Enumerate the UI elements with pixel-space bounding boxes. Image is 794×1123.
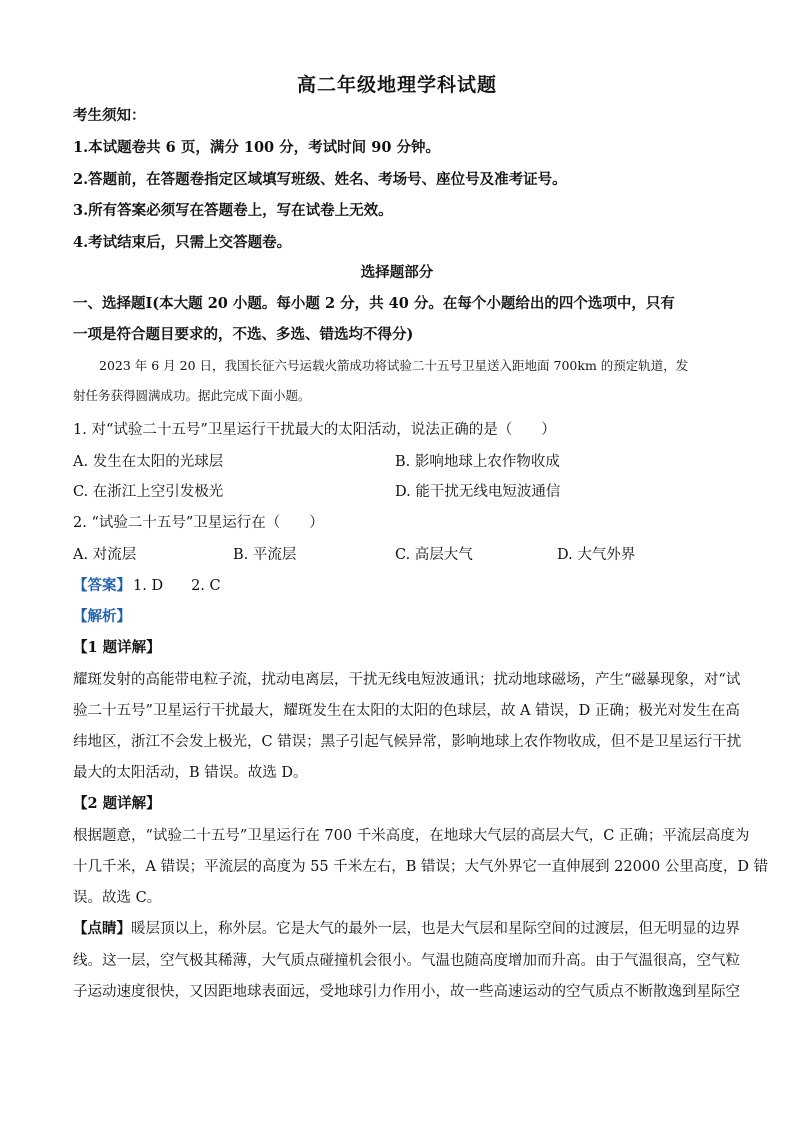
notice-item-3: 3.所有答案必须写在答题卷上，写在试卷上无效。 — [73, 202, 393, 219]
notice-item-1: 1.本试题卷共 6 页，满分 100 分，考试时间 90 分钟。 — [73, 139, 440, 156]
detail-1-line-2: 验二十五号”卫星运行干扰最大，耀斑发生在太阳的太阳的色球层，故 A 错误，D 正确；极光对发生在高 — [73, 703, 740, 719]
page-title: 高二年级地理学科试题 — [296, 74, 497, 96]
q1-option-c: C. 在浙江上空引发极光 — [73, 484, 224, 500]
part1-instructions-line2: 一项是符合题目要求的，不选、多选、错选均不得分) — [73, 326, 414, 343]
passage-line1: 2023 年 6 月 20 日，我国长征六号运载火箭成功将试验二十五号卫星送入距地面 700km 的预定轨道，发 — [99, 358, 689, 373]
tip-line-1 — [73, 919, 740, 939]
notice-item-4: 4.考试结束后，只需上交答题卷。 — [73, 234, 292, 251]
q2-option-b: B. 平流层 — [233, 547, 297, 563]
detail-1-line-1: 耀斑发射的高能带电粒子流，扰动电离层，干扰无线电短波通讯；扰动地球磁场，产生“磁暴现象，对“试 — [73, 672, 741, 688]
tip-first-text: 暖层顶以上，称外层。它是大气的最外一层，也是大气层和星际空间的过渡层，但无明显的边界 — [131, 921, 740, 937]
q2-option-a: A. 对流层 — [73, 547, 137, 563]
analysis-tag: 【解析】 — [73, 608, 131, 625]
q1-option-a: A. 发生在太阳的光球层 — [73, 454, 224, 470]
tip-line-2: 线。这一层，空气极其稀薄，大气质点碰撞机会很小。气温也随高度增加而升高。由于气温很高，空气粒 — [73, 953, 740, 969]
q2-option-c: C. 高层大气 — [395, 547, 473, 563]
question-1-stem: 1. 对“试验二十五号”卫星运行干扰最大的太阳活动，说法正确的是（ ） — [73, 422, 556, 438]
part1-instructions-line1: 一、选择题Ⅰ(本大题 20 小题。每小题 2 分，共 40 分。在每个小题给出的四个选项中，只有 — [73, 295, 675, 312]
answer-tag: 【答案】 — [73, 577, 131, 594]
q2-option-d: D. 大气外界 — [557, 547, 636, 563]
answer-1: 1. D — [133, 578, 164, 594]
q1-option-b: B. 影响地球上农作物收成 — [395, 454, 560, 470]
detail-1-tag: 【1 题详解】 — [73, 639, 161, 656]
tip-tag: 【点睛】 — [73, 920, 131, 937]
detail-1-line-4: 最大的太阳活动，B 错误。故选 D。 — [73, 765, 308, 781]
notice-item-2: 2.答题前，在答题卷指定区域填写班级、姓名、考场号、座位号及准考证号。 — [73, 171, 567, 188]
detail-1-line-3: 纬地区，浙江不会发上极光，C 错误；黑子引起气候异常，影响地球上农作物收成，但不是卫星运行干扰 — [73, 734, 742, 750]
section-title: 选择题部分 — [360, 264, 434, 281]
answer-2: 2. C — [191, 578, 221, 594]
notice-heading: 考生须知： — [73, 107, 146, 124]
tip-line-3: 子运动速度很快，又因距地球表面远，受地球引力作用小，故一些高速运动的空气质点不断散逸到星际空 — [73, 984, 740, 1000]
passage-line2: 射任务获得圆满成功。据此完成下面小题。 — [73, 388, 311, 403]
detail-2-tag: 【2 题详解】 — [73, 795, 161, 812]
detail-2-line-2: 十几千米，A 错误；平流层的高度为 55 千米左右，B 错误；大气外界它一直伸展到 22000 公里高度，D 错 — [73, 859, 769, 875]
detail-2-line-3: 误。故选 C。 — [73, 890, 162, 906]
q1-option-d: D. 能干扰无线电短波通信 — [395, 484, 561, 500]
answer-row — [73, 576, 221, 596]
question-2-stem: 2. “试验二十五号”卫星运行在（ ） — [73, 515, 324, 531]
detail-2-line-1: 根据题意，“试验二十五号”卫星运行在 700 千米高度，在地球大气层的高层大气，C 正确；平流层高度为 — [73, 828, 750, 844]
